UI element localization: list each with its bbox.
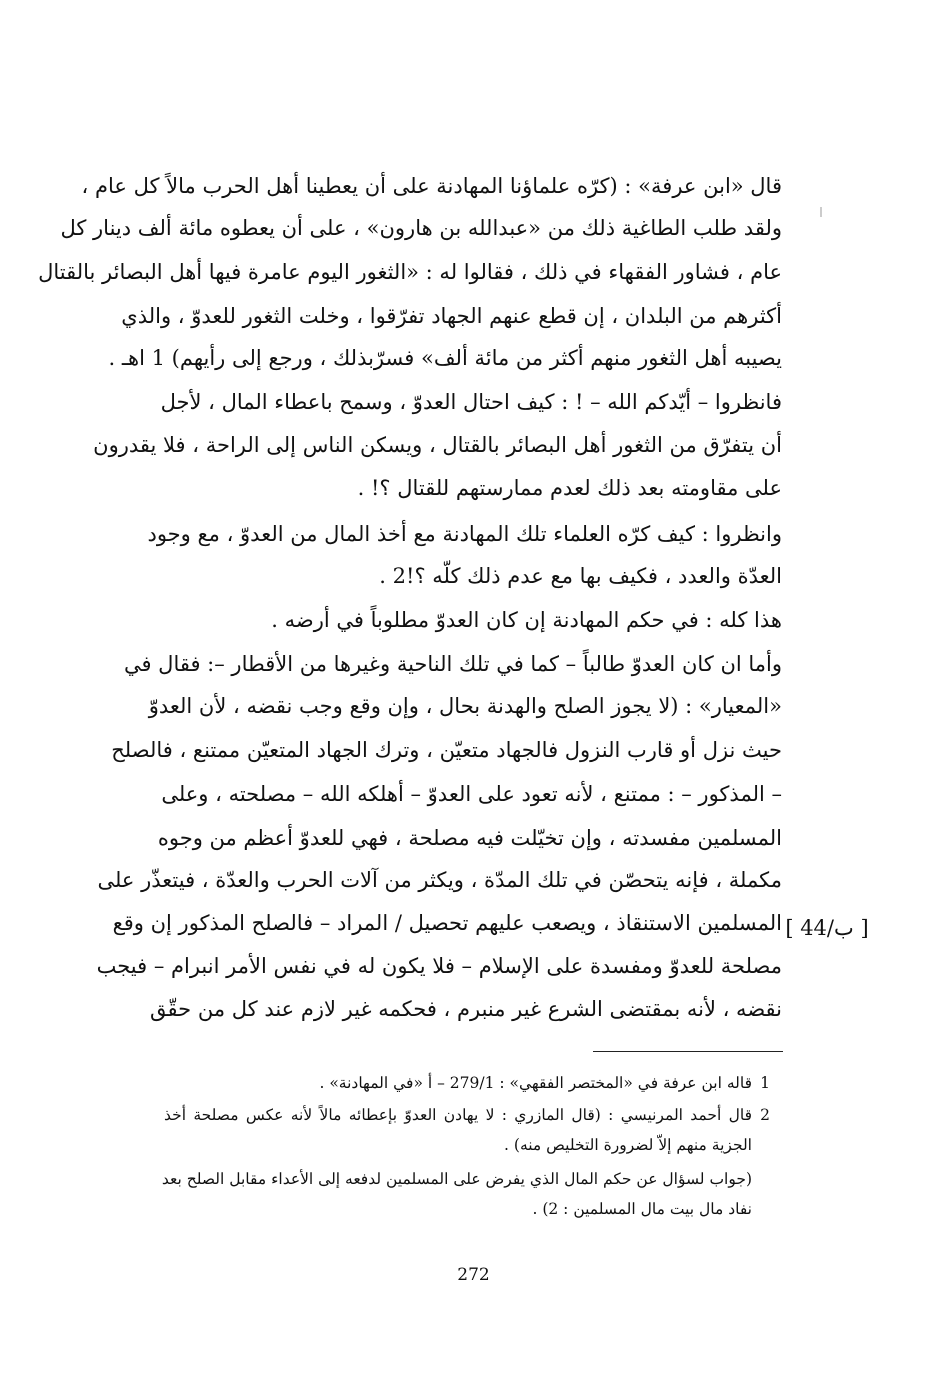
scan-mark <box>820 207 822 217</box>
text-line: عام ، فشاور الفقهاء في ذلك ، فقالوا له : «الثغور اليوم عامرة فيها أهل البصائر بالقتال <box>38 260 782 284</box>
footnote-line: قال أحمد المرنيسي : (قال المازري : لا يهادن العدوّ بإعطائه مالاً لأنه عكس مصلحة أخذ <box>164 1106 752 1124</box>
text-line: ولقد طلب الطاغية ذلك من «عبدالله بن هارون» ، على أن يعطوه مائة ألف دينار كل <box>60 216 782 240</box>
text-line: وانظروا : كيف كرّه العلماء تلك المهادنة مع أخذ المال من العدوّ ، مع وجود <box>147 522 782 546</box>
text-line: يصيبه أهل الثغور منهم أكثر من مائة ألف» فسرّبذلك ، ورجع إلى رأيهم) 1 اهـ . <box>108 346 782 370</box>
text-line: العدّة والعدد ، فكيف بها مع عدم ذلك كلّه ؟!2 . <box>379 564 782 588</box>
footnote-number: 1 <box>760 1074 770 1092</box>
text-line: قال «ابن عرفة» : (كرّه علماؤنا المهادنة على أن يعطينا أهل الحرب مالاً كل عام ، <box>81 174 782 198</box>
folio-margin-note: [ 44/ب ] <box>785 916 869 940</box>
text-line: أن يتفرّق من الثغور أهل البصائر بالقتال ، ويسكن الناس إلى الراحة ، فلا يقدرون <box>93 433 782 457</box>
text-line: على مقاومته بعد ذلك لعدم ممارستهم للقتال ؟! . <box>357 476 782 500</box>
footnote-line: نفاد مال بيت مال المسلمين : 2) . <box>532 1200 752 1218</box>
text-line: أكثرهم من البلدان ، إن قطع عنهم الجهاد تفرّقوا ، وخلت الثغور للعدوّ ، والذي <box>121 304 782 328</box>
text-line: – المذكور – : ممتنع ، لأنه تعود على العدوّ – أهلكه الله – مصلحته ، وعلى <box>161 782 782 806</box>
footnote-line: الجزية منهم إلاّ لضرورة التخليص منه) . <box>504 1136 752 1154</box>
text-line: مكملة ، فإنه يتحصّن في تلك المدّة ، ويكثر من آلات الحرب والعدّة ، فيتعذّر على <box>97 868 782 892</box>
text-line: المسلمين مفسدته ، وإن تخيّلت فيه مصلحة ، فهي للعدوّ أعظم من وجوه <box>157 826 782 850</box>
text-line: نقضه ، لأنه بمقتضى الشرع غير منبرم ، فحكمه غير لازم عند كل من حقّق <box>150 997 782 1021</box>
page-number: 272 <box>457 1265 490 1285</box>
text-line: هذا كله : في حكم المهادنة إن كان العدوّ مطلوباً في أرضه . <box>271 608 782 632</box>
text-line: «المعيار» : (لا يجوز الصلح والهدنة بحال ، وإن وقع وجب نقضه ، لأن العدوّ <box>148 694 782 718</box>
text-line: مصلحة للعدوّ ومفسدة على الإسلام – فلا يكون له في نفس الأمر انبرام – فيجب <box>96 954 782 978</box>
footnote-separator <box>593 1051 783 1052</box>
footnote-line: قاله ابن عرفة في «المختصر الفقهي» : 279/1 – أ «في المهادنة» . <box>319 1074 752 1092</box>
footnote-number: 2 <box>760 1106 770 1124</box>
footnote-line: (جواب لسؤال عن حكم المال الذي يفرض على المسلمين لدفعه إلى الأعداء مقابل الصلح بعد <box>161 1170 752 1188</box>
text-line: وأما ان كان العدوّ طالباً – كما في تلك الناحية وغيرها من الأقطار –: فقال في <box>123 652 782 676</box>
text-line: حيث نزل أو قارب النزول فالجهاد متعيّن ، وترك الجهاد المتعيّن ممتنع ، فالصلح <box>111 738 782 762</box>
text-line: المسلمين الاستنقاذ ، ويصعب عليهم تحصيل / المراد – فالصلح المذكور إن وقع <box>112 911 782 935</box>
text-line: فانظروا – أيّدكم الله – ! : كيف احتال العدوّ ، وسمح باعطاء المال ، لأجل <box>160 390 782 414</box>
